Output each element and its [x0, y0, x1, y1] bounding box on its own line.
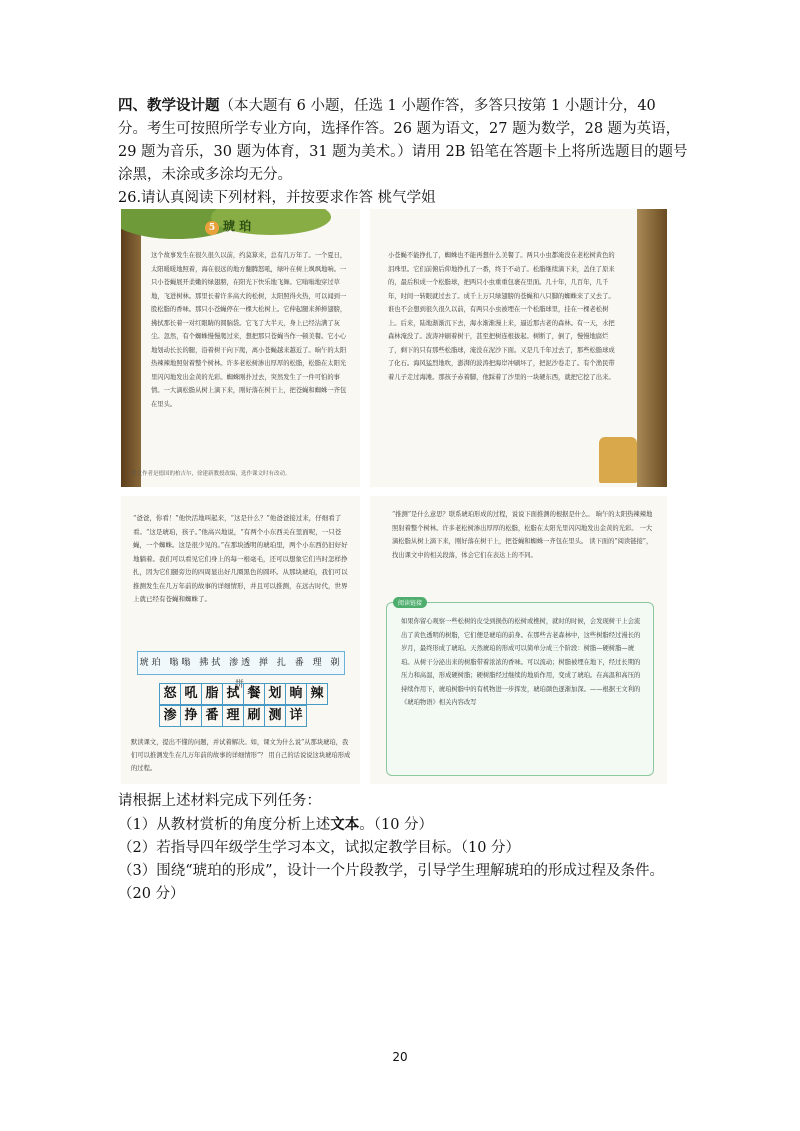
page1-footnote: 本文作者是德国的柏吉尔，徐建新教授改编，选作课文时有改动。	[131, 471, 291, 477]
character-cell: 刷	[243, 705, 265, 727]
lesson-title	[205, 217, 251, 235]
lesson-number-badge: 5	[205, 221, 219, 235]
textbook-page-1	[121, 209, 360, 487]
character-cell: 晌	[285, 683, 307, 705]
section-instructions: （本大题有 6 小题，任选 1 小题作答，多答只按第 1 小题计分，40 分。考生可按照所学专业方向，选择作答。26 题为语文，27 题为数学，28 题为英语，29 题为音乐，30 题为体育，31 题为美术。）请用 2B 铅笔在答题卡上将所选题目的题号涂黑，未涂或多涂均无分。	[118, 98, 688, 183]
textbook-page-2	[370, 209, 667, 487]
task-2: （2）若指导四年级学生学习本文，试拟定教学目标。（10 分）	[118, 840, 521, 856]
page2-body-text: 小苍蝇不能挣扎了，蜘蛛也不能再想什么美餐了。两只小虫都淹没在老松树黄色的泪珠里。它们前俯后仰地挣扎了一番，终于不动了。松脂继续滴下来，盖住了原来的，最后积成一个松脂球，把两只小虫重重包裹在里面。几十年，几百年，几千年，时间一转眼就过去了。成千上万只绿翅膀的苍蝇和八只脚的蜘蛛来了又去了。谁也不会想到很久很久以前，有两只小虫被埋在一个松脂球里，挂在一棵老松树上。后来，陆地渐渐沉下去，海水渐渐漫上来，逼近那古老的森林。有一天，水把森林淹没了。波涛冲刷着树干，甚至把树连根拔起。树断了，倒了，慢慢地腐烂了，剩下的只有那些松脂球，淹没在泥沙下面。又是几千年过去了，那些松脂球成了化石。海风猛烈地吹，澎湃的波涛把海岸冲刷坏了，把泥沙卷走了。有个渔民带着儿子走过海滩。那孩子赤着脚，他踩着了沙里的一块硬东西，就把它挖了出来。	[388, 252, 615, 381]
task-intro: 请根据上述材料完成下列任务：	[118, 793, 321, 809]
page3-body-text: “爸爸，你看！”他快活地叫起来，“这是什么？”他爸爸接过来，仔细看了看。“这是琥珀，孩子。”他高兴地说，“有两个小东西关在里面呢，一只苍蝇，一个蜘蛛。这是很少见的。”在那块透明的琥珀里，两个小东西仍旧好好地躺着。我们可以看见它们身上的每一根毫毛，还可以想象它们当时怎样挣扎，因为它们腿旁边的四周显出好几圈黑色的圆环。从那块琥珀，我们可以推测发生在几万年前的故事的详细情形，并且可以推测，在远古时代，世界上就已经有苍蝇和蜘蛛了。	[133, 514, 348, 603]
character-cell: 番	[201, 705, 223, 727]
page3-exercise-text: 默读课文，提出不懂的问题，并试着解决。如，课文为什么说“从那块琥珀，我们可以推测发生在几万年前的故事的详细情形”？ 用自己的话说说这块琥珀形成的过程。	[131, 739, 351, 772]
character-cell: 拭	[222, 683, 244, 705]
boots-illustration	[599, 437, 637, 483]
task-1-post: 。（10 分）	[359, 817, 434, 833]
page4-exercise-text: “推测”是什么意思？联系琥珀形成的过程，说说下面推测的根据是什么。 晌午的太阳热辣辣地照射着整个树林。许多老松树渗出厚厚的松脂，松脂在太阳光里闪闪地发出金黄的光彩。 一大滴松脂从树上滴下来，刚好落在树干上，把苍蝇和蜘蛛一齐包在里头。 读下面的“阅读链接”，找出课文中的相关段落，体会它们在表达上的不同。	[392, 511, 653, 559]
character-cell: 挣	[180, 705, 202, 727]
character-cell: 吼	[180, 683, 202, 705]
section-title: 四、教学设计题	[118, 97, 220, 114]
textbook-page-4	[370, 496, 667, 784]
character-cell: 理	[222, 705, 244, 727]
pinyin-words-row: 琥珀 嗡嗡 拂拭 渗透 掸 扎 番 理 剃 拼	[137, 651, 345, 675]
textbook-scan	[121, 209, 667, 784]
character-cell: 怒	[159, 683, 181, 705]
character-cell: 脂	[201, 683, 223, 705]
page-number: 20	[392, 1050, 408, 1064]
task-3: （3）围绕“琥珀的形成”，设计一个片段教学，引导学生理解琥珀的形成过程及条件。（20 分）	[118, 863, 665, 902]
reading-link-label: 阅读链接	[393, 597, 427, 608]
character-cell: 划	[264, 683, 286, 705]
task-1	[118, 813, 688, 837]
character-cell: 测	[264, 705, 286, 727]
reading-link-text: 如果你留心观察一些松树的皮受到损伤的松树或樵树，就时的时候，会发现树干上会流出了黄色透明的树脂，它们便是琥珀的前身。在那些古老森林中，这些树脂经过漫长的岁月，最终形成了琥珀。天然琥珀的形成可以简单分成三个阶段：树脂—硬树脂—琥珀。从树干分泌出来的树脂带着浓浓的香味。可以流动；树脂被埋在地下，经过长期的压力和高温，形成硬树脂；硬树脂经过继续的地质作用，变成了琥珀。在高温和高压的持续作用下，琥珀树脂中的有机物进一步挥发，琥珀颜色逐渐加深。——根据王文利的《琥珀物语》相关内容改写	[401, 618, 641, 706]
lesson-title-text: 琥 珀	[223, 219, 252, 233]
character-cell: 渗	[159, 705, 181, 727]
tree-trunk-illustration	[637, 209, 667, 487]
character-cell: 详	[285, 705, 307, 727]
tree-illustration	[121, 209, 141, 487]
task-1-bold: 文本	[330, 816, 360, 833]
character-grid-row-1	[159, 683, 327, 705]
task-1-pre: （1）从教材赏析的角度分析上述	[118, 817, 331, 833]
author-tag: 桃气学姐	[377, 190, 436, 206]
textbook-page-3	[121, 496, 360, 784]
page1-body-text: 这个故事发生在很久很久以前，约莫算来，总有几万年了。一个夏日，太阳暖暖地照着，海在很远的地方翻腾怒吼，绿叶在树上飒飒地响。一只小苍蝇展开柔嫩的绿翅膀，在阳光下快乐地飞舞。它嗡嗡地穿过草地，飞进树林。那里长着许多高大的松树，太阳照得火热，可以闻到一股松脂的香味。那只小苍蝇停在一棵大松树上。它伸起腿来掸掸翅膀，拂拭那长着一对红眼睛的圆脑袋。它飞了大半天，身上已经沾满了灰尘。忽然，有个蜘蛛慢慢爬过来，想把那只苍蝇当作一顿美餐。它小心地划动长长的腿，沿着树干向下爬，离小苍蝇越来越近了。晌午的太阳热辣辣地照射着整个树林。许多老松树渗出厚厚的松脂，松脂在太阳光里闪闪地发出金黄的光彩。蜘蛛刚扑过去，突然发生了一件可怕的事情。一大滴松脂从树上滴下来，刚好落在树干上，把苍蝇和蜘蛛一齐包在里头。	[151, 252, 347, 408]
character-cell: 餐	[243, 683, 265, 705]
section-header	[118, 94, 688, 187]
character-grid-row-2	[159, 705, 306, 727]
task-list	[118, 790, 688, 906]
question-title-line	[118, 186, 436, 207]
character-cell: 辣	[306, 683, 328, 705]
vocabulary-box	[137, 651, 343, 727]
question-title: 26.请认真阅读下列材料，并按要求作答	[118, 190, 374, 206]
reading-link-box	[386, 602, 654, 776]
